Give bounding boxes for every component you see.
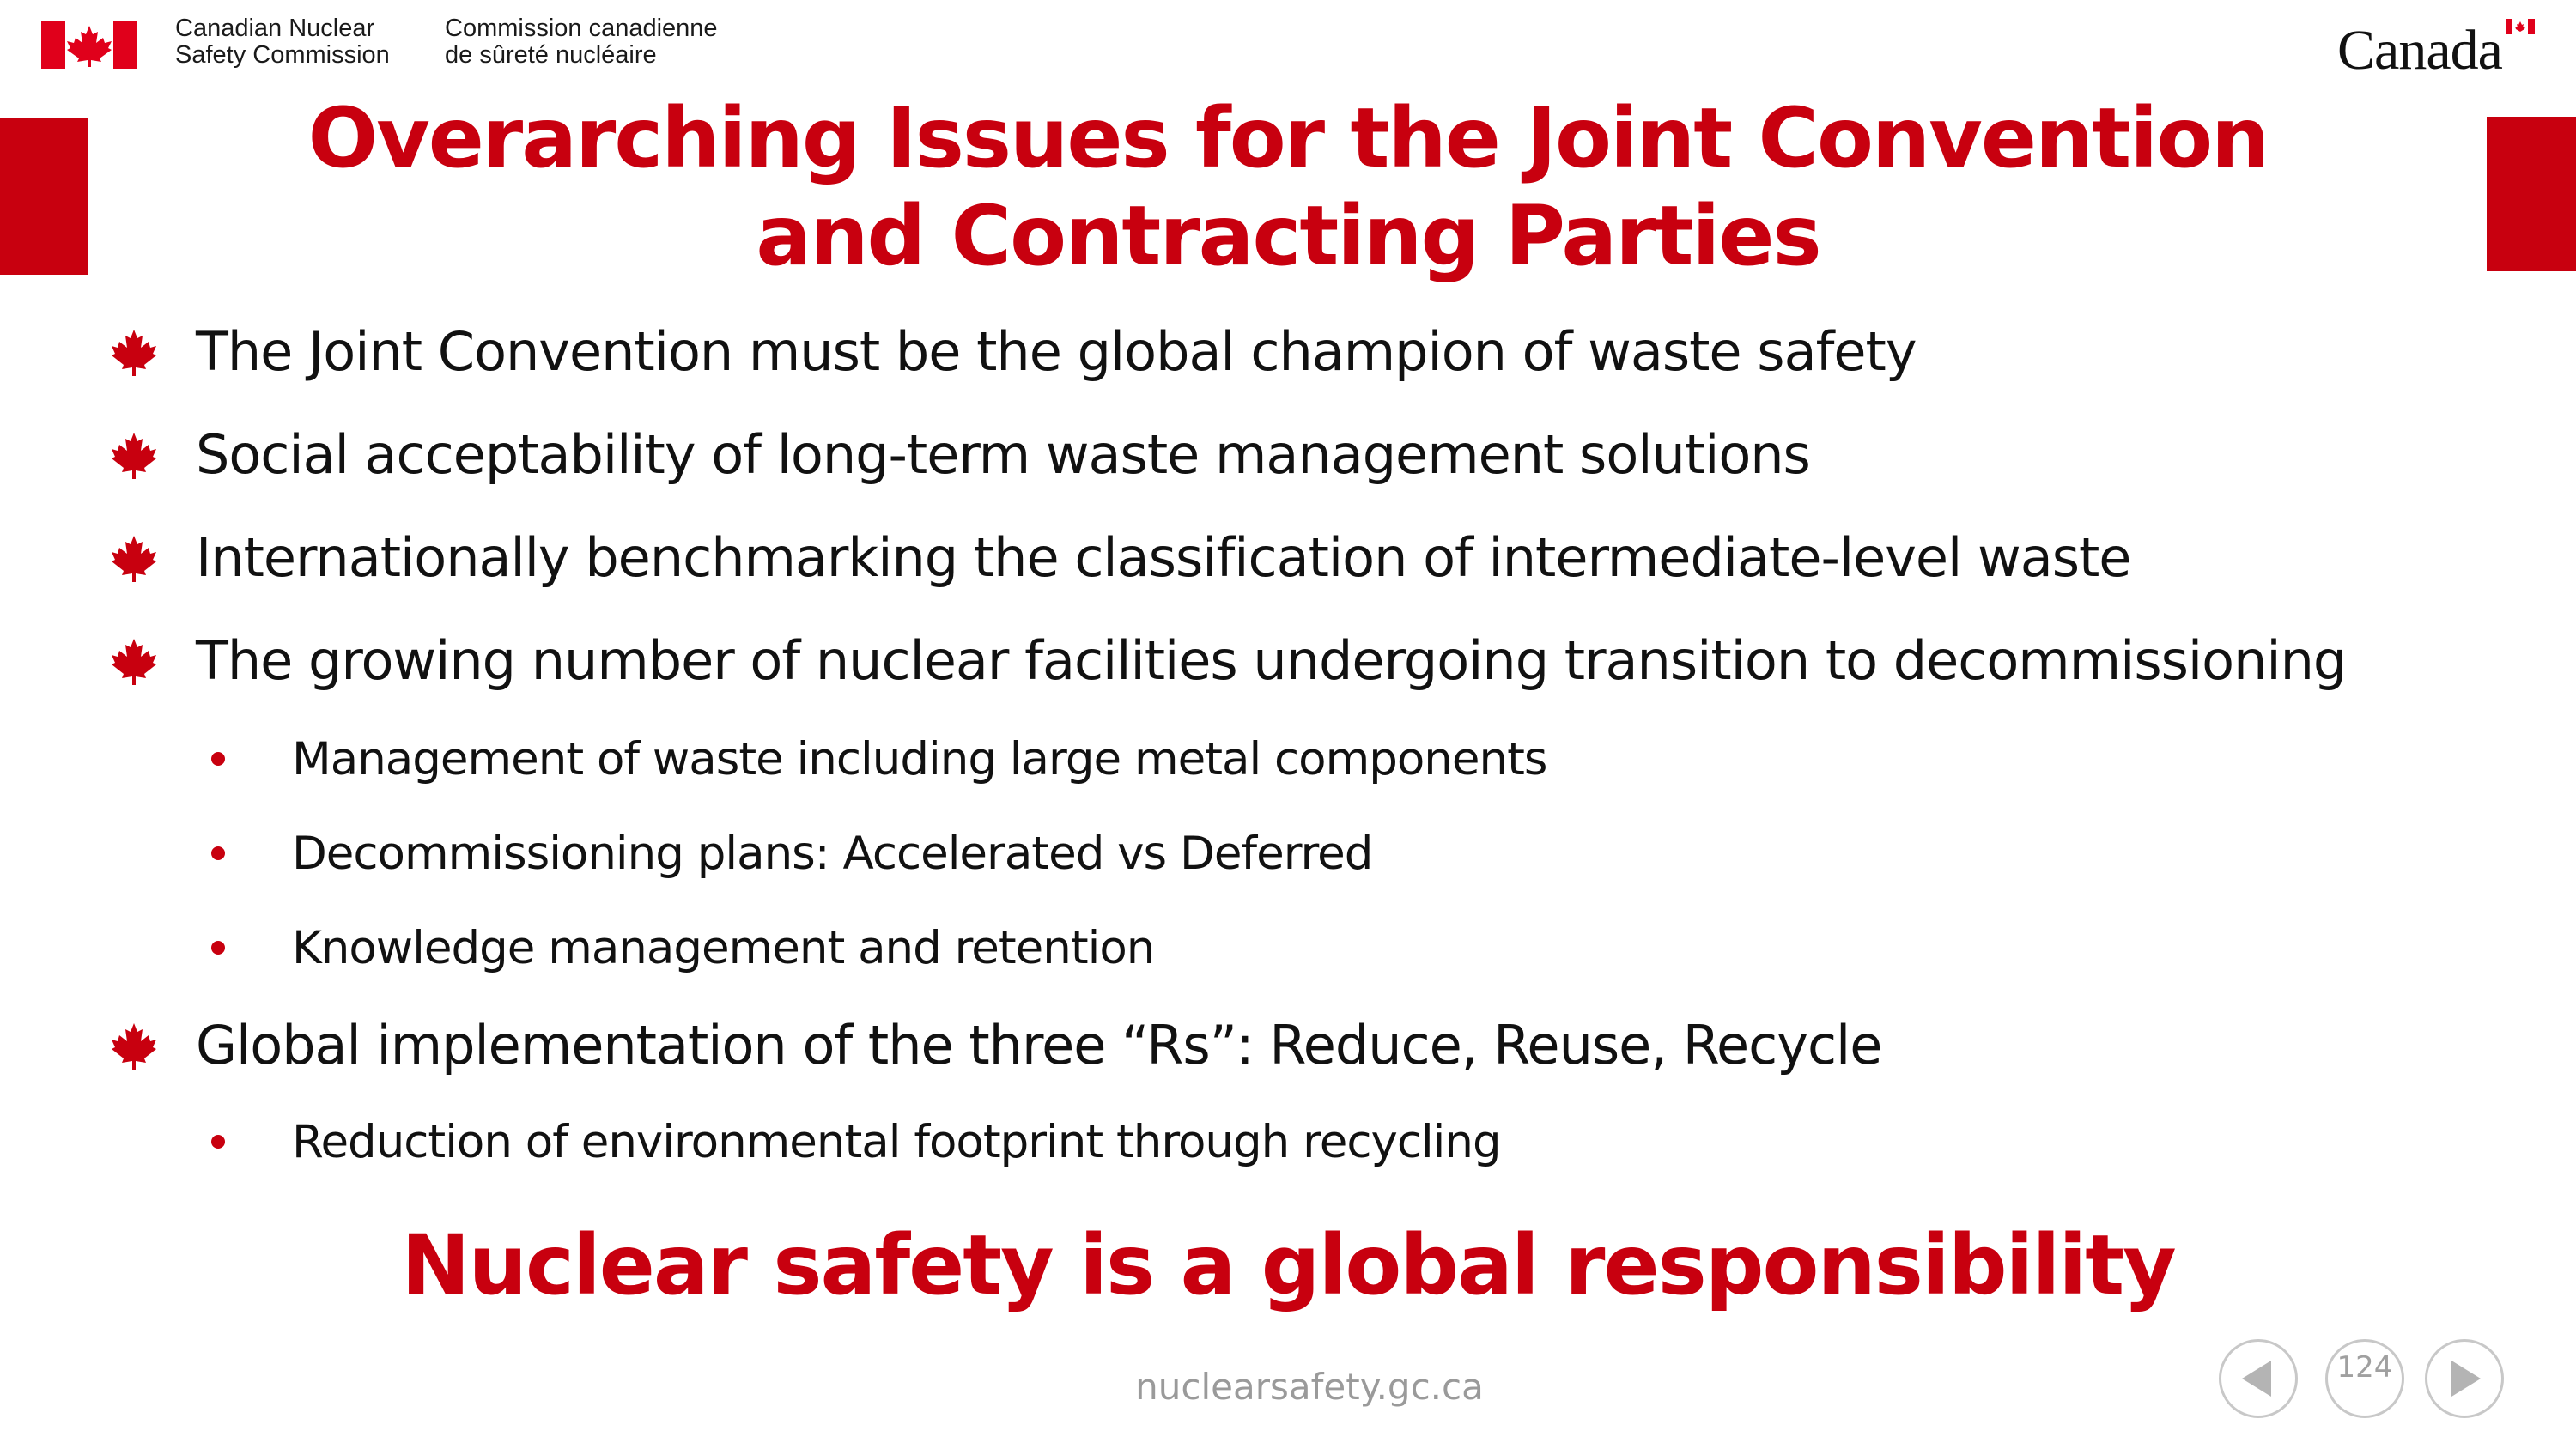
dot-icon [211,846,225,860]
slide-title [215,89,2361,285]
next-slide-button[interactable] [2425,1339,2504,1418]
bullet-item: Global implementation of the three “Rs”: Reduce, Reuse, Recycle [196,1014,1882,1076]
bullet-item: The Joint Convention must be the global champion of waste safety [196,320,1917,383]
org-name-english-line1: Canadian Nuclear [175,15,375,42]
triangle-left-icon [2221,1342,2295,1416]
bullet-item: The growing number of nuclear facilities undergoing transition to decommissioning [196,629,2347,692]
footer-url[interactable]: nuclearsafety.gc.ca [1135,1366,1484,1408]
page-number: 124 [2325,1339,2404,1418]
maple-leaf-icon [112,431,156,479]
org-name-english-line2: Safety Commission [175,41,390,69]
slide-title-line1: Overarching Issues for the Joint Convention [307,90,2269,186]
slide-title-line2: and Contracting Parties [756,188,1820,284]
maple-leaf-icon [112,328,156,376]
sub-bullet-item: Decommissioning plans: Accelerated vs Deferred [292,828,1373,880]
previous-slide-button[interactable] [2219,1339,2298,1418]
dot-icon [211,1135,225,1149]
canada-wordmark-flag-icon [2506,19,2535,34]
sub-bullet-item: Management of waste including large metal components [292,733,1547,785]
sub-bullet-item: Knowledge management and retention [292,922,1155,974]
tagline: Nuclear safety is a global responsibility [401,1217,2175,1313]
right-accent-bar [2487,117,2576,271]
org-name-english [175,15,390,69]
maple-leaf-icon [112,534,156,582]
triangle-right-icon [2427,1342,2501,1416]
org-name-french-line2: de sûreté nucléaire [445,41,657,69]
canada-wordmark-text: Canada [2337,19,2502,82]
org-name-french-line1: Commission canadienne [445,15,718,42]
left-accent-bar [0,118,88,275]
sub-bullet-item: Reduction of environmental footprint through recycling [292,1116,1501,1168]
bullet-item: Internationally benchmarking the classification of intermediate-level waste [196,526,2131,589]
maple-leaf-icon [112,1022,156,1070]
maple-leaf-icon [112,637,156,685]
dot-icon [211,941,225,955]
org-name-french [445,15,718,69]
bullet-item: Social acceptability of long-term waste management solutions [196,423,1810,486]
canada-wordmark [2337,15,2542,81]
dot-icon [211,752,225,766]
canada-flag-logo-icon [41,21,137,69]
